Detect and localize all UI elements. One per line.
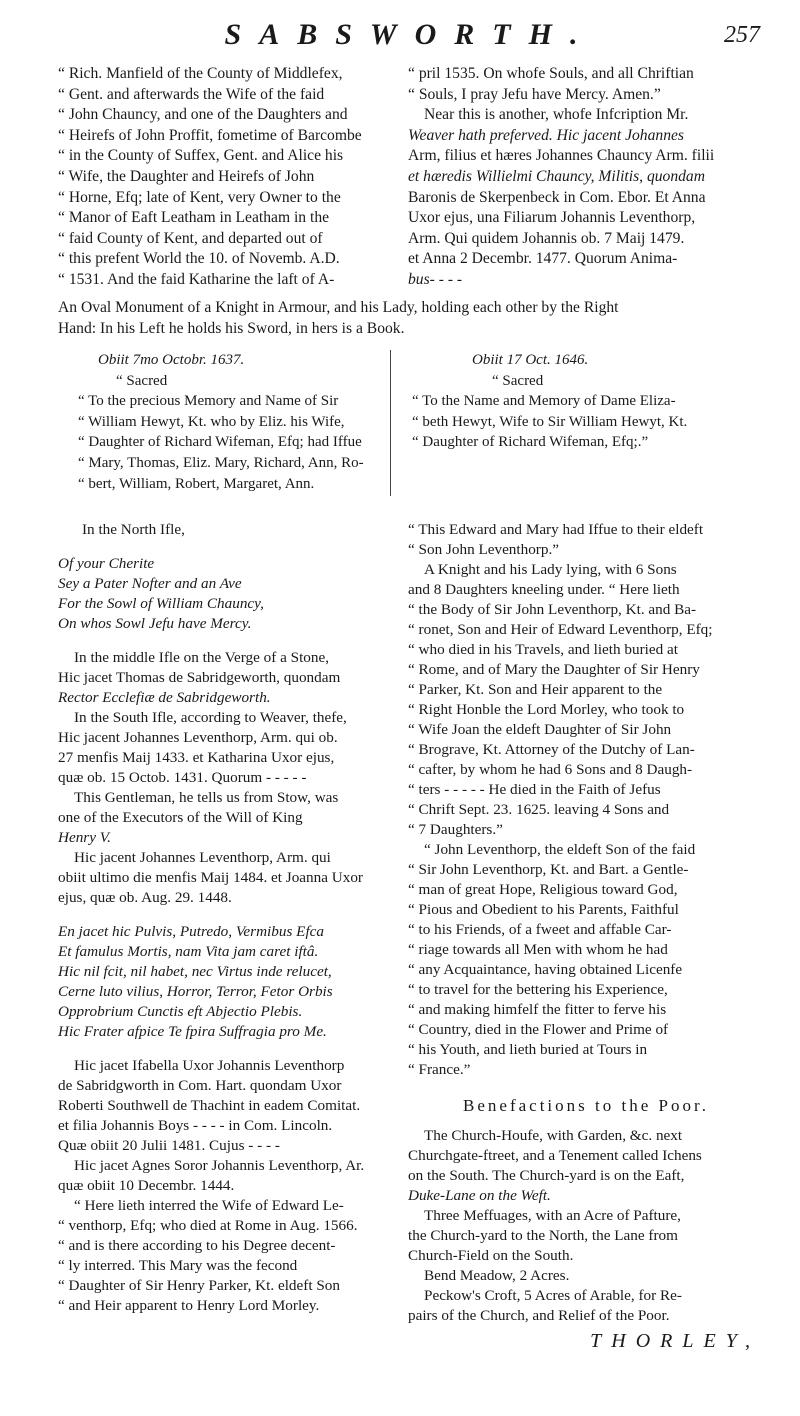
text-line: A Knight and his Lady lying, with 6 Sons: [424, 561, 677, 578]
text-line: Hic jacet Ifabella Uxor Johannis Leventhorp: [74, 1057, 345, 1074]
text-line: Hic jacet Thomas de Sabridgeworth, quondam: [58, 669, 341, 686]
text-line: “ William Hewyt, Kt. who by Eliz. his Wife,: [78, 413, 345, 430]
text-line: Churchgate-ftreet, and a Tenement called Ichens: [408, 1147, 702, 1164]
text-line: “ who died in his Travels, and lieth buried at: [408, 641, 678, 658]
text-line: “ to travel for the bettering his Experience,: [408, 981, 668, 998]
text-line: “ Parker, Kt. Son and Heir apparent to the: [408, 681, 663, 698]
text-line: on the South. The Church-yard is on the Eaft,: [408, 1167, 685, 1184]
text-line: Hic nil fcit, nil habet, nec Virtus inde relucet,: [58, 963, 332, 980]
text-line: “ ronet, Son and Heir of Edward Leventhorp, Efq;: [408, 621, 713, 638]
text-line: one of the Executors of the Will of King: [58, 809, 303, 826]
text-line: quæ ob. 15 Octob. 1431. Quorum - - - - -: [58, 769, 307, 786]
text-line: Hand: In his Left he holds his Sword, in hers is a Book.: [58, 319, 405, 337]
text-line: Roberti Southwell de Thachint in eadem Comitat.: [58, 1097, 361, 1114]
text-line: Opprobrium Cunctis eft Abjectio Plebis.: [58, 1003, 303, 1020]
benefactions-heading: Benefactions to the Poor.: [463, 1096, 709, 1115]
page-header: [60, 18, 760, 58]
text-line: “ France.”: [408, 1061, 471, 1078]
inscription-sir-william: [78, 350, 378, 494]
text-line: “ Wife, the Daughter and Heirefs of John: [58, 167, 315, 185]
text-line: Baronis de Skerpenbeck in Com. Ebor. Et Anna: [408, 188, 706, 206]
text-line: This Gentleman, he tells us from Stow, was: [74, 789, 339, 806]
text-line: and 8 Daughters kneeling under. “ Here lieth: [408, 581, 680, 598]
text-line: 27 menfis Maij 1433. et Katharina Uxor ejus,: [58, 749, 335, 766]
text-line: “ Horne, Efq; late of Kent, very Owner to the: [58, 188, 341, 206]
text-line: The Church-Houfe, with Garden, &c. next: [424, 1127, 683, 1144]
text-line: de Sabridgworth in Com. Hart. quondam Uxor: [58, 1077, 342, 1094]
text-line: An Oval Monument of a Knight in Armour, and his Lady, holding each other by the Right: [58, 299, 619, 316]
page-number: 257: [724, 22, 760, 48]
text-line: “ Here lieth interred the Wife of Edward Le-: [74, 1197, 344, 1214]
text-line: “ in the County of Suffex, Gent. and Alice his: [58, 147, 344, 165]
text-line: “ and is there according to his Degree decent-: [58, 1237, 336, 1254]
text-line: ejus, quæ ob. Aug. 29. 1448.: [58, 889, 232, 906]
text-line: “ Manor of Eaft Leatham in Leatham in the: [58, 209, 330, 227]
text-line: “ Sacred: [116, 372, 168, 389]
text-line: “ To the Name and Memory of Dame Eliza-: [412, 393, 676, 410]
text-line: “ riage towards all Men with whom he had: [408, 941, 668, 958]
text-line: “ To the precious Memory and Name of Sir: [78, 393, 339, 410]
text-line: “ This Edward and Mary had Iffue to their eldeft: [408, 521, 704, 538]
lower-left-column: [58, 520, 398, 1316]
text-line: “ the Body of Sir John Leventhorp, Kt. and Ba-: [408, 601, 697, 618]
text-line: “ Right Honble the Lord Morley, who took to: [408, 701, 685, 718]
text-line: Near this is another, whofe Infcription Mr.: [424, 106, 689, 124]
text-line: Rector Ecclefiæ de Sabridgeworth.: [58, 689, 271, 706]
text-line: “ faid County of Kent, and departed out of: [58, 229, 323, 247]
text-line: En jacet hic Pulvis, Putredo, Vermibus Efca: [58, 923, 325, 940]
text-line: “ beth Hewyt, Wife to Sir William Hewyt, Kt.: [412, 413, 688, 430]
text-line: “ his Youth, and lieth buried at Tours in: [408, 1041, 648, 1058]
text-line: “ Mary, Thomas, Eliz. Mary, Richard, Ann, Ro-: [78, 454, 364, 471]
text-line: “ pril 1535. On whofe Souls, and all Chriftian: [408, 65, 694, 82]
text-line: “ 7 Daughters.”: [408, 821, 503, 838]
text-line: In the middle Ifle on the Verge of a Stone,: [74, 649, 330, 666]
text-line: Sey a Pater Nofter and an Ave: [58, 575, 242, 592]
text-line: Of your Cherite: [58, 555, 155, 572]
text-line: et Anna 2 Decembr. 1477. Quorum Anima-: [408, 250, 678, 268]
text-line: “ and making himfelf the fitter to ferve his: [408, 1001, 667, 1018]
catchword: THORLEY,: [590, 1330, 760, 1352]
text-line: “ man of great Hope, Religious toward God,: [408, 881, 678, 898]
top-right-column: [408, 64, 764, 291]
text-line: “ Sacred: [492, 372, 544, 389]
text-line: “ bert, William, Robert, Margaret, Ann.: [78, 475, 315, 492]
text-line: Hic Frater afpice Te fpira Suffragia pro Me.: [58, 1023, 327, 1040]
text-line: “ Rich. Manfield of the County of Middlefex,: [58, 65, 343, 82]
text-line: et filia Johannis Boys - - - - in Com. Lincoln.: [58, 1117, 333, 1134]
text-line: Uxor ejus, una Filiarum Johannis Leventhorp,: [408, 209, 696, 227]
text-line: Three Meffuages, with an Acre of Pafture,: [424, 1207, 681, 1224]
text-line: “ Souls, I pray Jefu have Mercy. Amen.”: [408, 85, 661, 103]
text-line: quæ obiit 10 Decembr. 1444.: [58, 1177, 235, 1194]
text-line: “ Chrift Sept. 23. 1625. leaving 4 Sons and: [408, 801, 670, 818]
text-line: Hic jacent Johannes Leventhorp, Arm. qui: [74, 849, 331, 866]
inscription-dame-elizabeth: [412, 350, 732, 453]
text-line: Arm. Qui quidem Johannis ob. 7 Maij 1479.: [408, 229, 685, 247]
monument-description: [58, 298, 764, 339]
text-line: Obiit 17 Oct. 1646.: [472, 352, 589, 368]
text-line: Hic jacet Agnes Soror Johannis Leventhorp, Ar.: [74, 1157, 365, 1174]
text-line: “ Sir John Leventhorp, Kt. and Bart. a Gentle-: [408, 861, 689, 878]
text-line: “ and Heir apparent to Henry Lord Morley.: [58, 1297, 320, 1314]
text-line: “ cafter, by whom he had 6 Sons and 8 Daugh-: [408, 761, 693, 778]
text-line: bus- - - -: [408, 270, 463, 288]
text-line: “ venthorp, Efq; who died at Rome in Aug. 1566.: [58, 1217, 358, 1234]
text-line: Church-Field on the South.: [408, 1247, 574, 1264]
top-left-column: [58, 64, 398, 291]
text-line: “ ters - - - - - He died in the Faith of Jefus: [408, 781, 661, 798]
text-line: “ 1531. And the faid Katharine the laft of A-: [58, 270, 335, 288]
text-line: Bend Meadow, 2 Acres.: [424, 1267, 570, 1284]
text-line: “ Daughter of Sir Henry Parker, Kt. eldeft Son: [58, 1277, 340, 1294]
text-line: “ any Acquaintance, having obtained Licenfe: [408, 961, 683, 978]
text-line: obiit ultimo die menfis Maij 1484. et Joanna Uxor: [58, 869, 363, 886]
text-line: In the North Ifle,: [82, 521, 185, 538]
text-line: Weaver hath preferved. Hic jacent Johannes: [408, 126, 684, 144]
text-line: Peckow's Croft, 5 Acres of Arable, for Re-: [424, 1287, 682, 1304]
text-line: “ Rome, and of Mary the Daughter of Sir Henry: [408, 661, 700, 678]
text-line: “ John Leventhorp, the eldeft Son of the faid: [424, 841, 696, 858]
text-line: In the South Ifle, according to Weaver, thefe,: [74, 709, 347, 726]
text-line: “ ly interred. This Mary was the fecond: [58, 1257, 298, 1274]
text-line: Henry V.: [58, 829, 111, 846]
text-line: et hæredis Willielmi Chauncy, Militis, quondam: [408, 167, 705, 185]
text-line: “ Daughter of Richard Wifeman, Efq;.”: [412, 434, 649, 451]
text-line: For the Sowl of William Chauncy,: [58, 595, 264, 612]
text-line: Quæ obiit 20 Julii 1481. Cujus - - - -: [58, 1137, 280, 1154]
text-line: “ John Chauncy, and one of the Daughters and: [58, 106, 348, 124]
text-line: “ Pious and Obedient to his Parents, Faithful: [408, 901, 679, 918]
text-line: Et famulus Mortis, nam Vita jam caret iftâ.: [58, 943, 319, 960]
text-line: Cerne luto vilius, Horror, Terror, Fetor Orbis: [58, 983, 333, 1000]
text-line: pairs of the Church, and Relief of the Poor.: [408, 1307, 670, 1324]
text-line: “ Son John Leventhorp.”: [408, 541, 559, 558]
text-line: Obiit 7mo Octobr. 1637.: [98, 352, 245, 368]
running-title: SABSWORTH.: [224, 18, 596, 51]
text-line: “ Heirefs of John Proffit, fometime of Barcombe: [58, 126, 362, 144]
lower-right-column: [408, 520, 764, 1326]
text-line: “ to his Friends, of a fweet and affable Car-: [408, 921, 672, 938]
text-line: Duke-Lane on the Weft.: [408, 1187, 551, 1204]
text-line: “ Brograve, Kt. Attorney of the Dutchy of Lan-: [408, 741, 695, 758]
text-line: “ this prefent World the 10. of Novemb. A.D.: [58, 250, 340, 268]
text-line: “ Gent. and afterwards the Wife of the faid: [58, 85, 325, 103]
text-line: On whos Sowl Jefu have Mercy.: [58, 615, 252, 632]
text-line: Arm, filius et hæres Johannes Chauncy Arm. filii: [408, 147, 715, 165]
text-line: “ Daughter of Richard Wifeman, Efq; had Iffue: [78, 434, 362, 451]
text-line: the Church-yard to the North, the Lane from: [408, 1227, 678, 1244]
text-line: “ Country, died in the Flower and Prime of: [408, 1021, 669, 1038]
inscription-divider: [390, 350, 391, 496]
text-line: “ Wife Joan the eldeft Daughter of Sir John: [408, 721, 672, 738]
text-line: Hic jacent Johannes Leventhorp, Arm. qui ob.: [58, 729, 338, 746]
